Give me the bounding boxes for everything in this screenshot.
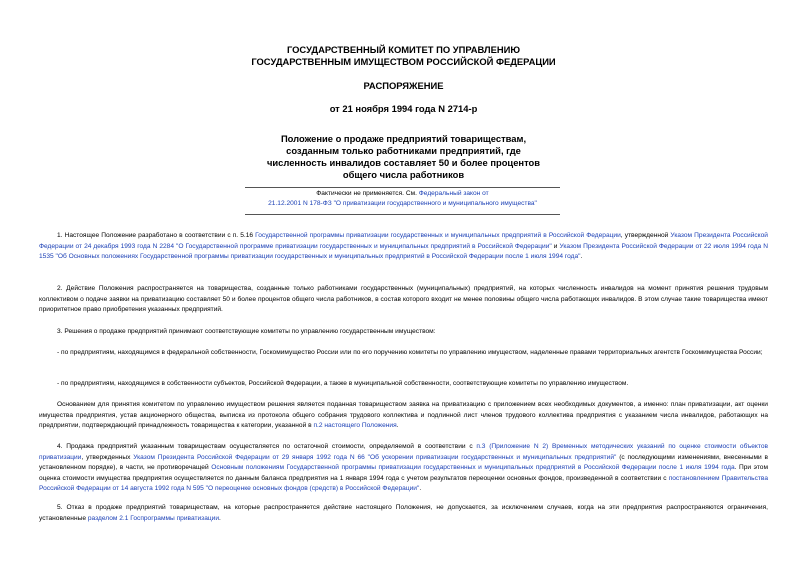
decree-66-link[interactable]: Указом Президента Российской Федерации от 29 января 1992 года N 66 "Об ускорении приватизации государственных и муниципальных предприятий" [133, 453, 617, 461]
p4-text-5: . [419, 485, 422, 492]
p5-text-2: . [219, 514, 221, 522]
p5-text: 5. Отказ в продаже предприятий товариществам, на которые распространяется действие настоящего Положения, не допускается, за исключением случаев, когда на эти предприятия распространяются ограничения, установленные [39, 504, 768, 522]
p3c-text-2: . [396, 422, 399, 429]
paragraph-3-federal: - по предприятиям, находящимся в федеральной собственности, Госкомимущество России или по его поручению комитеты по управлению имуществом, наделенные правами территориальных агентств Госкомимущества России; [57, 349, 763, 356]
decree-2284-link[interactable]: Указом Президента Российской Федерации от 24 декабря 1993 года N 2284 "О Государственной программе приватизации государственных и муниципальных предприятий в Российской Федерации" [39, 232, 768, 250]
issuer-line-1: ГОСУДАРСТВЕННЫЙ КОМИТЕТ ПО УПРАВЛЕНИЮ [286, 44, 521, 55]
p4-text-4: . При этом оценка стоимости имущества предприятия осуществляется по данным баланса предприятия на 1 января 1994 года с учетом результатов переоценки основных фондов, произведенной в соответствии с [39, 464, 768, 482]
clause-2-link[interactable]: п.2 настоящего Положения [313, 422, 397, 429]
paragraph-2: 2. Действие Положения распространяется на товарищества, созданные только работниками государственных (муниципальных) предприятий, на которых численность инвалидов на момент принятия решения трудовым коллективом о подаче заявки на приватизацию составляет 50 и более процентов общего числа работников, в состав которого входит не менее половины общего числа работающих инвалидов. В этом случае такие товарищества имеют приоритетное право приобретения указанных предприятий. [39, 285, 768, 313]
section-2-1-link[interactable]: разделом 2.1 Госпрограммы приватизации [87, 514, 220, 522]
title-line-2: созданным только работниками предприятий, где [286, 145, 521, 156]
p4-text: 4. Продажа предприятий указанным товариществам осуществляется по остаточной стоимости, определяемой в соответствии с [57, 443, 477, 450]
valuation-guidelines-link[interactable]: п.3 (Приложение N 2) Временных методических указаний по оценке стоимости объектов приватизации [39, 443, 769, 461]
p1-text-2: , утвержденной [620, 232, 671, 239]
paragraph-1 [39, 231, 768, 263]
paragraph-5 [39, 503, 768, 524]
paragraph-4 [39, 442, 768, 495]
paragraph-3-grounds [39, 400, 768, 432]
issuer-line-2: ГОСУДАРСТВЕННЫМ ИМУЩЕСТВОМ РОССИЙСКОЙ ФЕДЕРАЦИИ [251, 56, 556, 67]
federal-law-link[interactable]: Федеральный закон от [418, 190, 489, 197]
notice-top-rule [245, 187, 560, 188]
p4-text-3: (с последующими изменениями, внесенными в установленном порядке), в части, не противоречащей [39, 453, 768, 471]
title-line-1: Положение о продаже предприятий товариществам, [280, 133, 527, 144]
p4-text-2: , утвержденных [81, 453, 134, 461]
title-line-3: численность инвалидов составляет 50 и более процентов [266, 157, 541, 168]
paragraph-3-regional: - по предприятиям, находящимся в собственности субъектов, Российской Федерации, а также в муниципальной собственности, соответствующие комитеты по управлению имуществом. [57, 380, 629, 387]
title-line-4: общего числа работников [342, 169, 465, 180]
p1-text-3: и [551, 242, 560, 250]
federal-law-link-cont[interactable]: 21.12.2001 N 178-ФЗ "О приватизации государственного и муниципального имущества" [268, 200, 537, 207]
state-program-link[interactable]: Государственной программы приватизации государственных и муниципальных предприятий в Российской Федерации [255, 232, 621, 239]
p1-text-4: . [580, 253, 583, 260]
notice-prefix: Фактически не применяется. См. [316, 190, 419, 197]
p3c-text: Основанием для принятия комитетом по управлению имуществом решения является поданная товариществом заявка на приватизацию с приложением всех необходимых документов, а именно: план приватизации, акт оценки имущества предприятия, устав акционерного общества, выписка из протокола общего собрания трудового коллектива и подлинной лист членов трудового коллектива предприятия с указанием числа инвалидов, работающих на предприятии, подтверждающий принадлежность товарищества к категории, указанной в [39, 401, 768, 429]
paragraph-3: 3. Решения о продаже предприятий принимают соответствующие комитеты по управлению государственным имуществом: [57, 328, 436, 335]
p1-text: 1. Настоящее Положение разработано в соответствии с п. 5.16 [57, 232, 256, 239]
document-date-number: от 21 ноября 1994 года N 2714-р [329, 103, 478, 114]
notice-bottom-rule [245, 214, 560, 215]
applicability-notice [245, 189, 560, 209]
basic-provisions-link[interactable]: Основным положениям Государственной программы приватизации государственных и муниципальных предприятий в Российской Федерации после 1 июля 1994 года [211, 464, 735, 471]
document-type: РАСПОРЯЖЕНИЕ [363, 80, 444, 91]
resolution-595-link[interactable]: постановлением Правительства Российской Федерации от 14 августа 1992 года N 595 "О переоценке основных фондов (средств) в Российской Федерации" [39, 474, 768, 492]
decree-1535-link[interactable]: Указом Президента Российской Федерации от 22 июля 1994 года N 1535 "Об Основных положениях Государственной программы приватизации государственных и муниципальных предприятий в Российской Федерации после 1 июля 1994 года" [39, 242, 768, 260]
